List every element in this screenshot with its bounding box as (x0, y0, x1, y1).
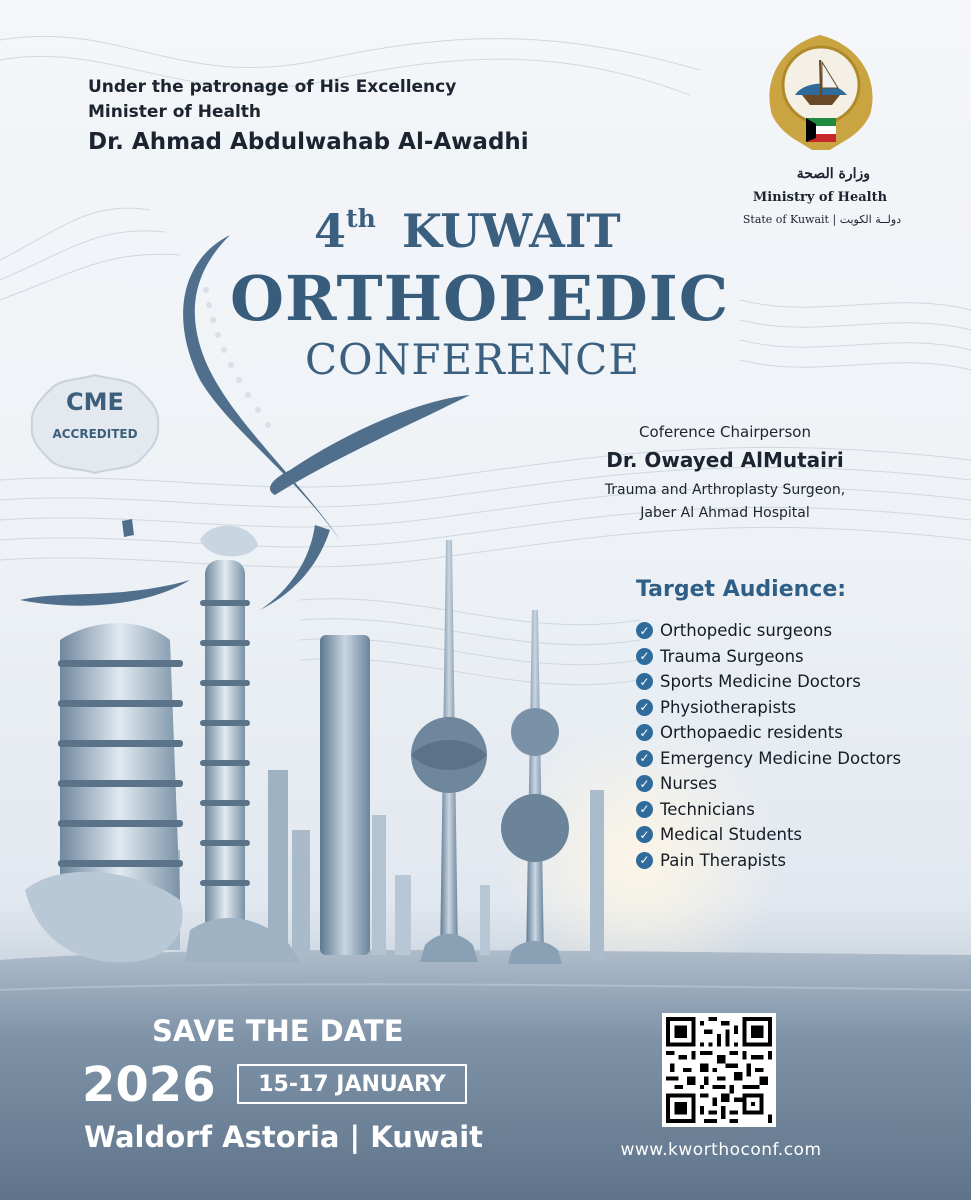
cme-badge-sub: ACCREDITED (52, 427, 138, 441)
list-item (636, 720, 901, 746)
patronage-line-1: Under the patronage of His Excellency (88, 77, 457, 97)
state-separator: | (832, 213, 837, 226)
chairperson-label: Coference Chairperson (639, 423, 811, 441)
list-item (636, 669, 901, 695)
audience-label: Pain Therapists (660, 850, 786, 870)
audience-label: Orthopaedic residents (660, 723, 843, 743)
check-circle-icon: ✓ (636, 852, 653, 869)
state-english: State of Kuwait (742, 213, 829, 226)
audience-label: Medical Students (660, 825, 803, 845)
website-link[interactable]: www.kworthoconf.com (620, 1140, 822, 1160)
check-circle-icon: ✓ (636, 826, 653, 843)
edition-number (314, 204, 376, 258)
audience-label: Sports Medicine Doctors (660, 672, 861, 692)
check-circle-icon: ✓ (636, 724, 653, 741)
chairperson-name: Dr. Owayed AlMutairi (606, 448, 844, 472)
target-audience-list (636, 618, 901, 873)
qr-code-icon[interactable] (662, 1013, 776, 1127)
audience-label: Nurses (660, 774, 717, 794)
check-circle-icon: ✓ (636, 801, 653, 818)
patronage-line-2: Minister of Health (88, 102, 262, 122)
cme-badge-main: CME (66, 388, 124, 416)
list-item (636, 771, 901, 797)
state-arabic: دولــة الكويت (839, 213, 902, 226)
audience-label: Physiotherapists (660, 697, 797, 717)
edition-digit: 4 (314, 204, 347, 258)
audience-label: Orthopedic surgeons (660, 621, 833, 641)
audience-label: Technicians (660, 799, 755, 819)
title-line-3: CONFERENCE (305, 335, 640, 384)
chairperson-role-line-2: Jaber Al Ahmad Hospital (640, 505, 810, 521)
list-item (636, 746, 901, 772)
event-year: 2026 (82, 1057, 216, 1113)
check-circle-icon: ✓ (636, 673, 653, 690)
ministry-arabic-name: وزارة الصحة (796, 166, 870, 182)
target-audience-title: Target Audience: (636, 577, 847, 602)
event-venue: Waldorf Astoria | Kuwait (84, 1120, 484, 1154)
title-line-1: KUWAIT (402, 204, 621, 258)
list-item (636, 822, 901, 848)
check-circle-icon: ✓ (636, 699, 653, 716)
kuwait-emblem-icon (769, 35, 872, 150)
list-item (636, 618, 901, 644)
audience-label: Emergency Medicine Doctors (660, 748, 902, 768)
ministry-english-name: Ministry of Health (752, 190, 888, 205)
event-dates: 15-17 JANUARY (237, 1064, 467, 1104)
edition-suffix: th (346, 203, 376, 233)
list-item (636, 695, 901, 721)
patron-name: Dr. Ahmad Abdulwahab Al-Awadhi (88, 129, 529, 155)
check-circle-icon: ✓ (636, 750, 653, 767)
chairperson-role-line-1: Trauma and Arthroplasty Surgeon, (604, 482, 846, 498)
save-the-date: SAVE THE DATE (152, 1014, 404, 1048)
list-item (636, 644, 901, 670)
audience-label: Trauma Surgeons (660, 646, 804, 666)
check-circle-icon: ✓ (636, 775, 653, 792)
check-circle-icon: ✓ (636, 622, 653, 639)
list-item (636, 848, 901, 874)
title-line-2: ORTHOPEDIC (230, 262, 730, 335)
check-circle-icon: ✓ (636, 648, 653, 665)
state-row (712, 213, 932, 226)
list-item (636, 797, 901, 823)
